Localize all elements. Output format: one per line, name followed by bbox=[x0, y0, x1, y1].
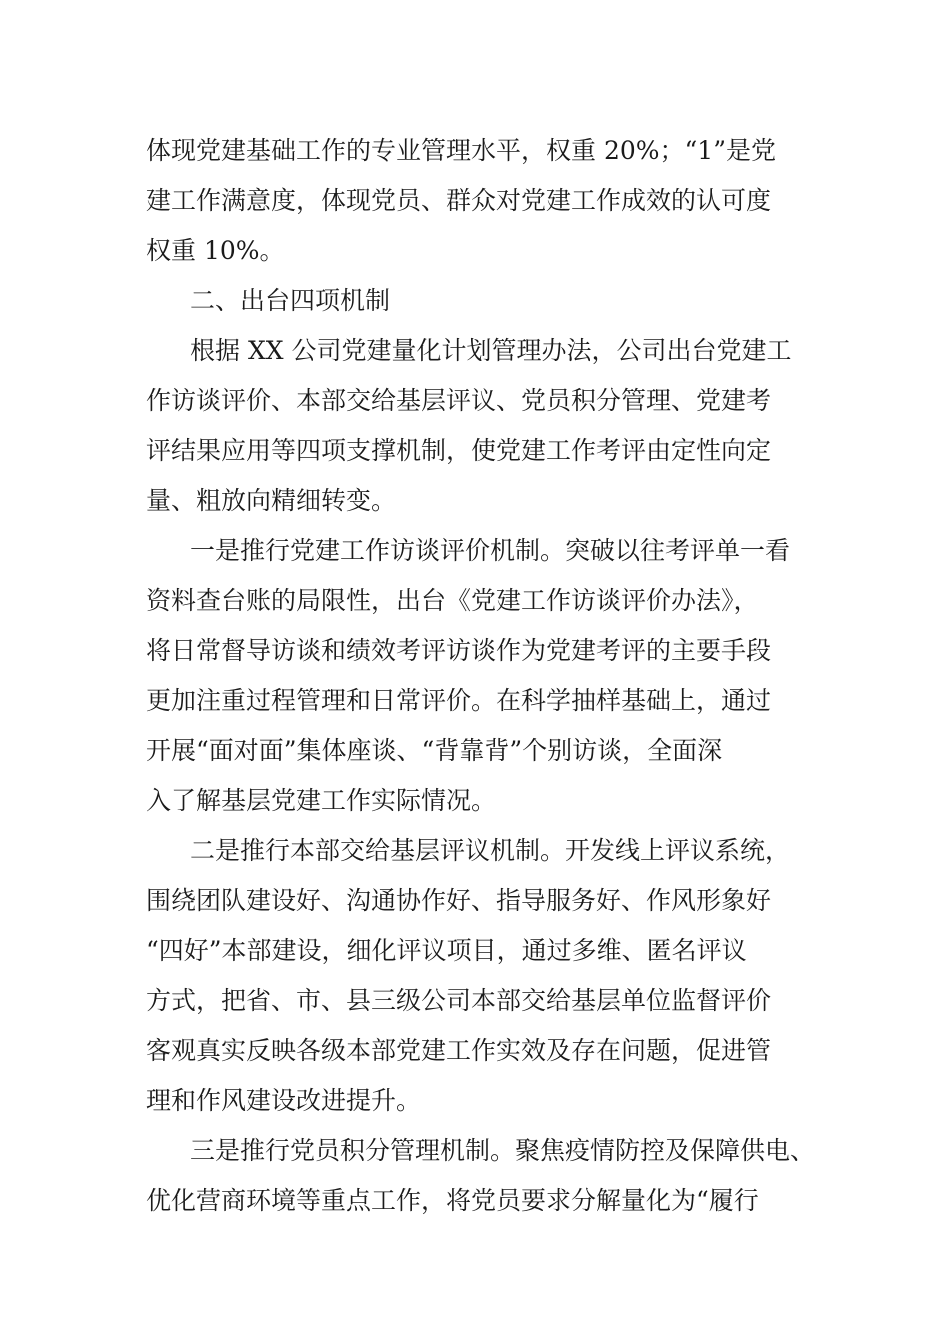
paragraph-line: 一是推行党建工作访谈评价机制。突破以往考评单一看 bbox=[190, 536, 791, 565]
paragraph-line: 资料查台账的局限性，出台《党建工作访谈评价办法》， bbox=[146, 586, 759, 615]
paragraph-line: 客观真实反映各级本部党建工作实效及存在问题，促进管 bbox=[146, 1036, 772, 1065]
paragraph-line: 建工作满意度，体现党员、群众对党建工作成效的认可度 bbox=[146, 186, 772, 215]
paragraph-line: 量、粗放向精细转变。 bbox=[146, 486, 397, 515]
paragraph-line: 三是推行党员积分管理机制。聚焦疫情防控及保障供电、 bbox=[190, 1136, 816, 1165]
paragraph-line: 理和作风建设改进提升。 bbox=[146, 1086, 422, 1115]
paragraph-line: 更加注重过程管理和日常评价。在科学抽样基础上，通过 bbox=[146, 686, 772, 715]
paragraph-line: 权重 10%。 bbox=[146, 236, 285, 265]
paragraph-line: 将日常督导访谈和绩效考评访谈作为党建考评的主要手段 bbox=[146, 636, 772, 665]
paragraph-line: 围绕团队建设好、沟通协作好、指导服务好、作风形象好 bbox=[146, 886, 772, 915]
paragraph-line: 二是推行本部交给基层评议机制。开发线上评议系统， bbox=[190, 836, 791, 865]
document-body bbox=[146, 126, 846, 1226]
paragraph-line: 开展“面对面”集体座谈、“背靠背”个别访谈，全面深 bbox=[146, 736, 723, 765]
paragraph-line: 入了解基层党建工作实际情况。 bbox=[146, 786, 497, 815]
paragraph-line: 根据 XX 公司党建量化计划管理办法，公司出台党建工 bbox=[190, 336, 792, 365]
paragraph-line: 方式，把省、市、县三级公司本部交给基层单位监督评价 bbox=[146, 986, 772, 1015]
section-heading: 二、出台四项机制 bbox=[190, 286, 391, 315]
paragraph-line: 优化营商环境等重点工作，将党员要求分解量化为“履行 bbox=[146, 1186, 759, 1215]
paragraph-line: “四好”本部建设，细化评议项目，通过多维、匿名评议 bbox=[146, 936, 747, 965]
paragraph-line: 体现党建基础工作的专业管理水平，权重 20%；“1”是党 bbox=[146, 136, 776, 165]
paragraph-line: 作访谈评价、本部交给基层评议、党员积分管理、党建考 bbox=[146, 386, 772, 415]
paragraph-line: 评结果应用等四项支撑机制，使党建工作考评由定性向定 bbox=[146, 436, 772, 465]
